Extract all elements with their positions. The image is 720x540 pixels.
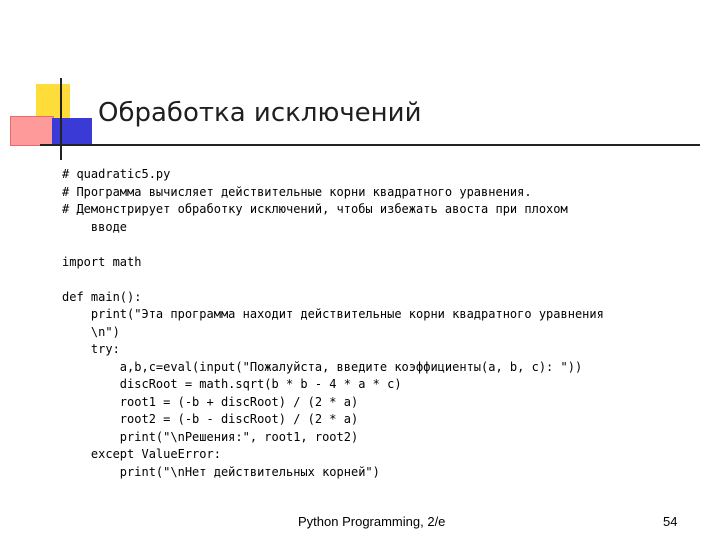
decor-vertical-line bbox=[60, 78, 62, 160]
page-number: 54 bbox=[663, 514, 678, 529]
code-line: root1 = (-b + discRoot) / (2 * a) bbox=[62, 394, 359, 409]
code-line: # Демонстрирует обработку исключений, чтобы избежать авоста при плохом bbox=[62, 202, 568, 216]
code-line: try: bbox=[62, 342, 120, 356]
code-line: # quadratic5.py bbox=[62, 167, 171, 181]
title-underline bbox=[40, 144, 700, 146]
code-line: # Программа вычисляет действительные корни квадратного уравнения. bbox=[62, 184, 532, 199]
code-line: def main(): bbox=[62, 289, 142, 304]
code-line bbox=[62, 271, 702, 289]
decor-blue-square bbox=[52, 118, 92, 146]
code-line bbox=[62, 236, 702, 254]
code-line: print("\nРешения:", root1, root2) bbox=[62, 429, 359, 444]
code-line: \n") bbox=[62, 324, 120, 339]
code-line: discRoot = math.sqrt(b * b - 4 * a * c) bbox=[62, 377, 402, 391]
code-line: вводе bbox=[62, 219, 128, 234]
decor-red-square bbox=[10, 116, 54, 146]
code-block bbox=[62, 166, 702, 481]
decor-yellow-square bbox=[36, 84, 70, 120]
code-line: a,b,c=eval(input("Пожалуйста, введите коэффициенты(a, b, c): ")) bbox=[62, 359, 583, 374]
slide-title: Обработка исключений bbox=[98, 98, 422, 128]
code-line: print("\nНет действительных корней") bbox=[62, 464, 380, 479]
footer-text: Python Programming, 2/e bbox=[298, 514, 446, 529]
code-line: root2 = (-b - discRoot) / (2 * a) bbox=[62, 412, 359, 426]
code-line: except ValueError: bbox=[62, 447, 221, 461]
code-line: print("Эта программа находит действительные корни квадратного уравнения bbox=[62, 307, 604, 321]
code-line: import math bbox=[62, 254, 142, 269]
